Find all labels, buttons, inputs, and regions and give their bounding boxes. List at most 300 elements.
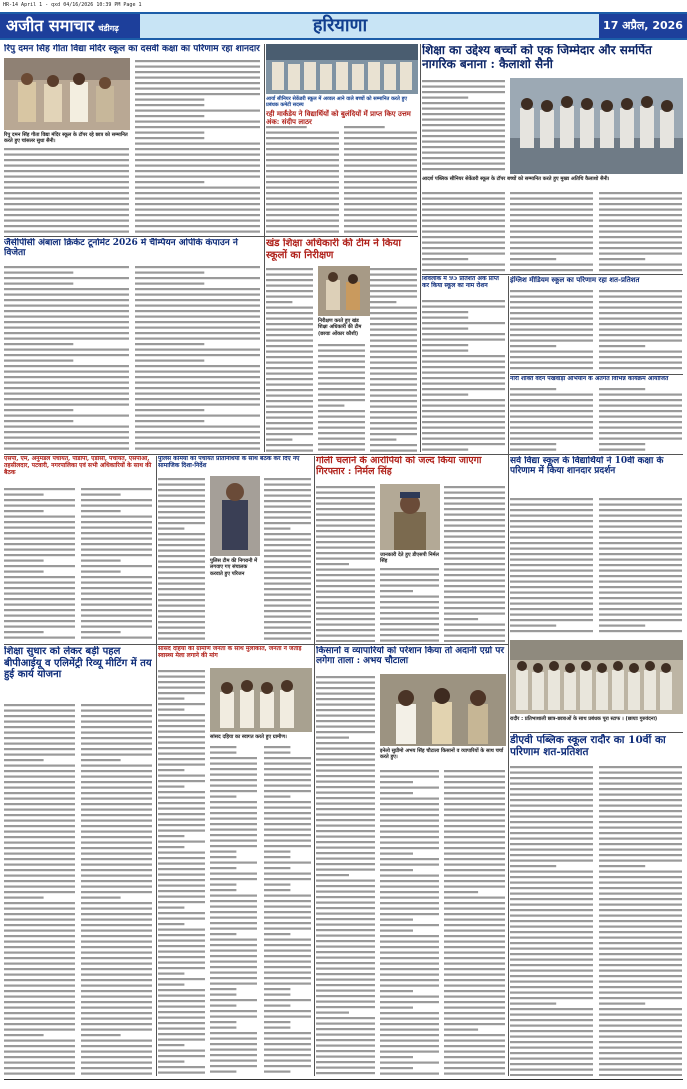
text-line bbox=[444, 864, 505, 866]
story-dav bbox=[510, 734, 683, 1076]
text-line bbox=[81, 979, 152, 981]
text-line bbox=[599, 209, 682, 211]
text-line bbox=[135, 209, 260, 211]
text-line bbox=[81, 521, 152, 523]
text-line bbox=[422, 322, 505, 324]
text-line bbox=[510, 553, 593, 555]
text-line bbox=[158, 758, 205, 760]
text-line bbox=[135, 170, 260, 172]
text-line bbox=[370, 373, 417, 375]
text-line bbox=[510, 1052, 593, 1054]
text-line bbox=[344, 148, 417, 150]
text-line bbox=[210, 873, 257, 875]
text-line bbox=[264, 851, 290, 853]
text-line bbox=[158, 511, 205, 513]
text-line bbox=[266, 351, 313, 353]
text-line bbox=[380, 1051, 439, 1053]
text-line bbox=[380, 908, 439, 910]
text-line bbox=[81, 996, 152, 998]
text-line bbox=[264, 544, 311, 546]
text-line bbox=[599, 388, 645, 390]
text-line bbox=[264, 594, 311, 596]
text-line bbox=[4, 587, 75, 589]
text-line bbox=[266, 389, 313, 391]
text-line bbox=[599, 323, 682, 325]
text-line bbox=[158, 973, 184, 975]
text-line bbox=[210, 807, 257, 809]
text-line bbox=[444, 979, 505, 981]
text-line bbox=[422, 427, 505, 429]
text-line bbox=[81, 1073, 152, 1075]
text-line bbox=[210, 906, 257, 908]
body-text bbox=[4, 264, 130, 452]
text-line bbox=[81, 974, 152, 976]
text-line bbox=[444, 1073, 505, 1075]
text-line bbox=[316, 968, 375, 970]
text-line bbox=[158, 638, 205, 640]
text-line bbox=[344, 126, 385, 128]
text-line bbox=[370, 285, 417, 287]
text-line bbox=[510, 975, 593, 977]
text-line bbox=[380, 941, 439, 943]
text-line bbox=[158, 1066, 205, 1068]
text-line bbox=[81, 990, 152, 992]
column-rule bbox=[314, 456, 315, 1076]
text-line bbox=[422, 108, 505, 110]
text-line bbox=[422, 350, 468, 352]
text-line bbox=[264, 895, 311, 897]
text-line bbox=[370, 323, 417, 325]
text-line bbox=[422, 306, 505, 308]
text-line bbox=[4, 803, 75, 805]
text-line bbox=[422, 157, 505, 159]
story-kailasho bbox=[422, 44, 683, 272]
text-line bbox=[599, 296, 682, 298]
text-line bbox=[4, 820, 75, 822]
text-line bbox=[4, 831, 75, 833]
text-line bbox=[4, 332, 129, 334]
text-line bbox=[266, 268, 313, 270]
text-line bbox=[135, 442, 260, 444]
text-line bbox=[444, 880, 505, 882]
text-line bbox=[599, 509, 682, 511]
text-line bbox=[266, 170, 339, 172]
text-line bbox=[81, 869, 152, 871]
text-line bbox=[422, 388, 505, 390]
text-line bbox=[510, 432, 593, 434]
text-line bbox=[510, 614, 593, 616]
text-line bbox=[316, 525, 375, 527]
text-line bbox=[444, 990, 505, 992]
text-lines bbox=[510, 496, 594, 636]
text-line bbox=[4, 154, 129, 156]
text-line bbox=[316, 929, 375, 931]
story-aarya-school bbox=[266, 44, 418, 234]
text-line bbox=[316, 519, 375, 521]
text-line bbox=[510, 421, 593, 423]
text-line bbox=[266, 345, 313, 347]
text-line bbox=[264, 785, 311, 787]
headline: खंड शिक्षा अधिकारी की टीम ने किया स्कूलों का निरीक्षण bbox=[266, 238, 401, 261]
text-line bbox=[444, 792, 505, 794]
text-line bbox=[158, 962, 205, 964]
text-line bbox=[380, 629, 439, 631]
text-lines bbox=[510, 288, 594, 372]
text-line bbox=[81, 924, 152, 926]
text-line bbox=[81, 754, 152, 756]
text-line bbox=[135, 176, 260, 178]
text-line bbox=[380, 814, 439, 816]
text-line bbox=[4, 338, 129, 340]
text-line bbox=[4, 426, 129, 428]
text-line bbox=[264, 933, 290, 935]
text-line bbox=[158, 1006, 205, 1008]
text-line bbox=[4, 792, 75, 794]
text-line bbox=[344, 187, 417, 189]
text-line bbox=[158, 1055, 205, 1057]
text-line bbox=[4, 710, 75, 712]
text-line bbox=[158, 791, 205, 793]
text-line bbox=[4, 957, 75, 959]
text-line bbox=[210, 845, 257, 847]
text-line bbox=[266, 362, 313, 364]
text-line bbox=[158, 907, 184, 909]
text-line bbox=[266, 296, 313, 298]
body-text bbox=[510, 496, 594, 636]
text-line bbox=[158, 797, 205, 799]
story-marks-100 bbox=[422, 276, 506, 452]
text-line bbox=[380, 634, 439, 636]
photo-image bbox=[318, 266, 370, 316]
text-line bbox=[4, 521, 75, 523]
text-line bbox=[318, 383, 365, 385]
text-line bbox=[444, 574, 505, 576]
text-line bbox=[4, 181, 129, 183]
text-line bbox=[510, 225, 593, 227]
text-line bbox=[599, 231, 682, 233]
text-line bbox=[4, 203, 129, 205]
story-police-ashok bbox=[158, 456, 312, 642]
text-line bbox=[158, 632, 205, 634]
text-line bbox=[380, 869, 413, 871]
text-line bbox=[81, 902, 152, 904]
text-line bbox=[370, 400, 417, 402]
text-line bbox=[4, 294, 129, 296]
text-line bbox=[266, 176, 339, 178]
text-line bbox=[4, 231, 129, 233]
text-line bbox=[380, 853, 413, 855]
text-line bbox=[316, 726, 375, 728]
text-line bbox=[316, 596, 375, 598]
text-line bbox=[4, 266, 129, 268]
text-line bbox=[158, 742, 205, 744]
body-text bbox=[510, 190, 594, 272]
text-line bbox=[510, 986, 593, 988]
text-line bbox=[210, 1021, 236, 1023]
text-line bbox=[4, 187, 129, 189]
text-line bbox=[380, 1073, 439, 1075]
text-line bbox=[599, 948, 682, 950]
text-line bbox=[422, 383, 505, 385]
text-line bbox=[510, 394, 593, 396]
photo-dahiya bbox=[210, 668, 312, 732]
text-line bbox=[158, 868, 205, 870]
text-line bbox=[599, 827, 682, 829]
text-line bbox=[266, 209, 339, 211]
text-line bbox=[316, 492, 375, 494]
text-line bbox=[444, 930, 505, 932]
text-line bbox=[264, 768, 311, 770]
text-line bbox=[510, 198, 593, 200]
text-line bbox=[158, 736, 205, 738]
text-line bbox=[4, 442, 129, 444]
text-line bbox=[210, 812, 257, 814]
text-line bbox=[4, 532, 75, 534]
text-line bbox=[135, 148, 260, 150]
text-line bbox=[599, 799, 682, 801]
text-line bbox=[599, 318, 682, 320]
text-line bbox=[4, 990, 75, 992]
text-line bbox=[316, 629, 375, 631]
photo-image bbox=[4, 58, 130, 130]
text-line bbox=[444, 952, 505, 954]
text-line bbox=[135, 354, 260, 356]
text-line bbox=[444, 486, 505, 488]
text-line bbox=[444, 1062, 505, 1064]
text-line bbox=[318, 427, 365, 429]
text-line bbox=[380, 820, 439, 822]
text-line bbox=[135, 159, 260, 161]
text-line bbox=[266, 417, 313, 419]
story-rule bbox=[4, 236, 418, 237]
text-line bbox=[210, 763, 257, 765]
text-line bbox=[135, 277, 260, 279]
text-line bbox=[316, 585, 375, 587]
text-line bbox=[370, 444, 417, 446]
text-line bbox=[135, 448, 260, 450]
text-line bbox=[135, 283, 204, 285]
text-line bbox=[81, 626, 152, 628]
story-rule bbox=[510, 732, 683, 733]
text-line bbox=[316, 896, 375, 898]
text-line bbox=[158, 495, 205, 497]
text-line bbox=[422, 130, 505, 132]
text-line bbox=[4, 1056, 75, 1058]
column-rule bbox=[508, 276, 509, 1076]
text-line bbox=[264, 752, 290, 754]
text-line bbox=[264, 1043, 311, 1045]
text-line bbox=[135, 154, 260, 156]
text-line bbox=[422, 141, 505, 143]
text-line bbox=[316, 962, 375, 964]
text-line bbox=[444, 1051, 505, 1053]
text-line bbox=[510, 816, 593, 818]
text-line bbox=[210, 757, 257, 759]
text-line bbox=[444, 842, 505, 844]
text-line bbox=[266, 406, 313, 408]
text-line bbox=[422, 97, 468, 99]
photo-caption: सांसद दहिया का स्वागत करते हुए ग्रामीण। bbox=[210, 734, 287, 740]
text-line bbox=[266, 214, 339, 216]
text-line bbox=[510, 854, 593, 856]
text-line bbox=[510, 1063, 593, 1065]
text-line bbox=[266, 165, 339, 167]
text-line bbox=[370, 345, 417, 347]
text-line bbox=[81, 803, 152, 805]
text-line bbox=[81, 721, 152, 723]
text-line bbox=[158, 852, 205, 854]
text-line bbox=[4, 853, 75, 855]
text-line bbox=[370, 406, 417, 408]
text-line bbox=[444, 1012, 505, 1014]
text-line bbox=[81, 543, 152, 545]
text-line bbox=[510, 619, 593, 621]
text-line bbox=[599, 236, 682, 238]
text-line bbox=[380, 590, 413, 592]
text-line bbox=[264, 1054, 311, 1056]
text-line bbox=[264, 621, 311, 623]
text-line bbox=[264, 484, 311, 486]
text-line bbox=[599, 766, 682, 768]
text-line bbox=[81, 532, 152, 534]
text-line bbox=[264, 555, 311, 557]
text-line bbox=[510, 345, 556, 347]
text-line bbox=[444, 492, 505, 494]
text-line bbox=[422, 399, 505, 401]
text-line bbox=[316, 497, 375, 499]
text-line bbox=[599, 269, 682, 271]
text-line bbox=[380, 968, 439, 970]
text-line bbox=[599, 586, 682, 588]
text-line bbox=[599, 192, 682, 194]
text-line bbox=[370, 340, 417, 342]
text-line bbox=[264, 511, 311, 513]
text-line bbox=[422, 214, 505, 216]
text-line bbox=[380, 858, 439, 860]
text-line bbox=[264, 550, 311, 552]
text-line bbox=[158, 714, 205, 716]
photo-caption: आर्या सीनियर सेकेंडरी स्कूल में अव्वल आने वाले बच्चों को सम्मानित करते हुए प्रबंधक कमेटी सदस्य bbox=[266, 96, 407, 109]
text-line bbox=[599, 1025, 682, 1027]
text-line bbox=[599, 630, 682, 632]
text-line bbox=[444, 1056, 505, 1058]
text-line bbox=[344, 214, 417, 216]
text-lines bbox=[158, 476, 206, 642]
text-line bbox=[4, 571, 44, 573]
text-line bbox=[210, 1032, 257, 1034]
text-line bbox=[316, 940, 375, 942]
text-line bbox=[266, 323, 313, 325]
body-text bbox=[266, 266, 314, 452]
text-line bbox=[264, 1027, 290, 1029]
text-line bbox=[158, 863, 205, 865]
text-line bbox=[210, 884, 236, 886]
text-line bbox=[380, 974, 439, 976]
text-line bbox=[158, 681, 205, 683]
headline: शिवलोक में 95 प्रतिशत अंक प्राप्त कर किया स्कूल का नाम रोशन bbox=[422, 276, 499, 289]
text-line bbox=[135, 305, 260, 307]
text-line bbox=[266, 148, 339, 150]
text-line bbox=[158, 1061, 184, 1063]
text-line bbox=[210, 779, 257, 781]
text-line bbox=[210, 922, 257, 924]
text-line bbox=[599, 1052, 682, 1054]
text-line bbox=[318, 394, 365, 396]
text-line bbox=[344, 198, 417, 200]
text-line bbox=[264, 605, 311, 607]
text-line bbox=[210, 933, 236, 935]
text-line bbox=[316, 825, 375, 827]
body-text bbox=[422, 190, 506, 272]
text-line bbox=[444, 963, 505, 965]
text-line bbox=[210, 1060, 257, 1062]
text-line bbox=[444, 1023, 505, 1025]
text-line bbox=[264, 928, 311, 930]
text-line bbox=[599, 898, 682, 900]
text-line bbox=[4, 836, 75, 838]
text-line bbox=[4, 721, 75, 723]
text-line bbox=[599, 394, 682, 396]
text-line bbox=[4, 343, 73, 345]
text-line bbox=[4, 327, 129, 329]
text-line bbox=[380, 601, 439, 603]
text-lines bbox=[81, 486, 153, 642]
text-line bbox=[380, 1062, 439, 1064]
text-line bbox=[4, 365, 129, 367]
text-line bbox=[316, 709, 375, 711]
text-line bbox=[599, 986, 682, 988]
text-line bbox=[210, 1043, 257, 1045]
column-rule bbox=[420, 44, 421, 452]
text-line bbox=[264, 495, 311, 497]
text-line bbox=[210, 988, 236, 990]
photo-caption: इनेलो सुप्रीमो अभय सिंह चौटाला किसानों व व्यापारियों के साथ चर्चा करते हुए। bbox=[380, 748, 504, 761]
text-line bbox=[158, 539, 205, 541]
story-saraswati bbox=[510, 376, 683, 452]
text-line bbox=[510, 630, 593, 632]
text-line bbox=[158, 676, 205, 678]
text-line bbox=[422, 80, 505, 82]
text-line bbox=[422, 416, 505, 418]
text-line bbox=[599, 942, 682, 944]
text-line bbox=[4, 582, 75, 584]
text-lines bbox=[316, 674, 376, 1076]
text-line bbox=[599, 1036, 682, 1038]
text-line bbox=[4, 770, 75, 772]
text-line bbox=[316, 552, 375, 554]
text-line bbox=[510, 959, 593, 961]
text-line bbox=[4, 393, 129, 395]
text-line bbox=[81, 1034, 121, 1036]
text-line bbox=[135, 409, 204, 411]
text-lines bbox=[599, 190, 683, 272]
text-line bbox=[344, 181, 417, 183]
text-line bbox=[444, 891, 478, 893]
text-line bbox=[316, 613, 375, 615]
text-line bbox=[444, 974, 505, 976]
text-line bbox=[4, 858, 75, 860]
text-line bbox=[264, 572, 311, 574]
text-line bbox=[380, 952, 439, 954]
text-line bbox=[422, 152, 505, 154]
text-line bbox=[266, 132, 339, 134]
text-line bbox=[316, 503, 375, 505]
text-line bbox=[599, 865, 645, 867]
text-lines bbox=[266, 124, 340, 234]
body-text bbox=[510, 288, 594, 372]
text-line bbox=[264, 834, 311, 836]
text-line bbox=[599, 537, 682, 539]
